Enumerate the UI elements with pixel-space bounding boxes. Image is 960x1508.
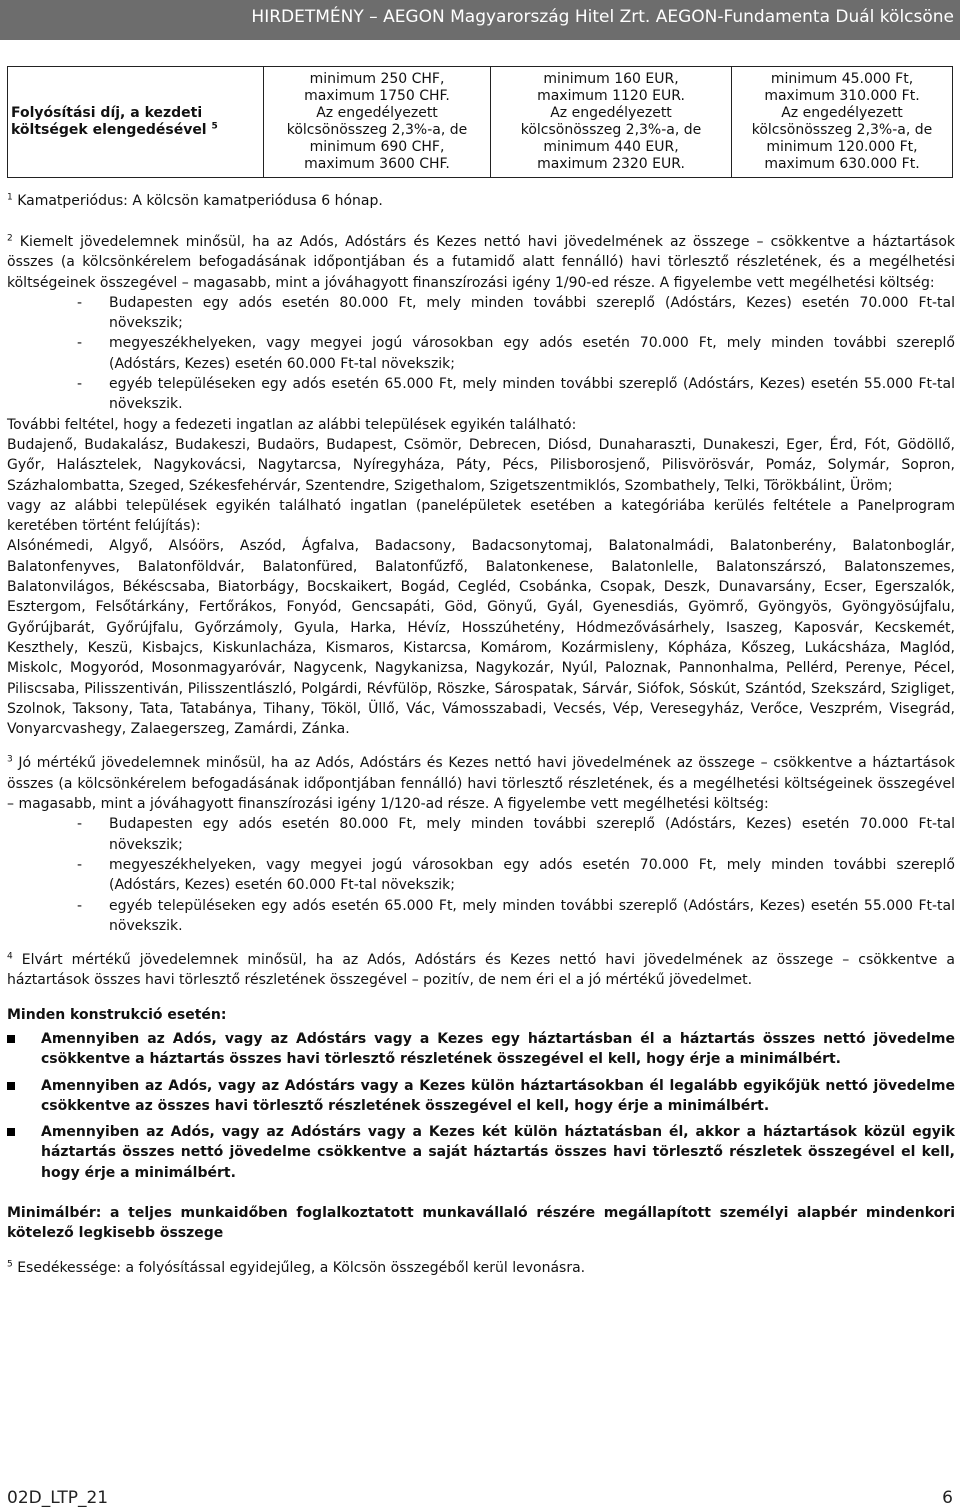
cell-line: Az engedélyezett	[316, 105, 438, 121]
cell-line: maximum 3600 CHF.	[304, 156, 450, 172]
page-number: 6	[942, 1488, 953, 1508]
list-item-text: Budapesten egy adós esetén 80.000 Ft, mely minden további szereplő (Adóstárs, Kezes) esetén 70.000 Ft-tal növekszik;	[109, 816, 955, 853]
cell-line: maximum 310.000 Ft.	[764, 88, 920, 104]
cell-line: maximum 1750 CHF.	[304, 88, 450, 104]
footnote-number: 4	[7, 951, 13, 962]
footnote-3-intro	[7, 753, 955, 814]
cell-line: kölcsönösszeg 2,3%-a, de	[520, 122, 702, 138]
cell-line: Az engedélyezett	[781, 105, 903, 121]
cell-line: minimum 160 EUR,	[543, 71, 679, 87]
cell-line: Az engedélyezett	[550, 105, 672, 121]
footnote-1	[7, 193, 383, 210]
footnote-text: Jó mértékű jövedelemnek minősül, ha az Adós, Adóstárs és Kezes nettó havi jövedelmének az összege – csökkentve a háztartások összes (a kölcsönkérelem befogadásának időpontjában fennálló) havi törlesztő részletének, és a megélhetési költségeinek összegével – magasabb, mint a jóváhagyott finanszírozási igény 1/120-ad része. A figyelembe vett megélhetési költség:	[7, 755, 956, 813]
header-title: HIRDETMÉNY – AEGON Magyarország Hitel Zrt. AEGON-Fundamenta Duál kölcsöne	[251, 7, 954, 27]
footnote-number: 3	[7, 754, 13, 765]
table-row	[8, 67, 953, 178]
minimum-wage-definition: Minimálbér: a teljes munkaidőben foglalkoztatott munkavállaló részére megállapított személyi alapbér mindenkori kötelező legkisebb összege	[7, 1205, 955, 1242]
list-item: - Budapesten egy adós esetén 80.000 Ft, mely minden további szereplő (Adóstárs, Kezes) esetén 70.000 Ft-tal növekszik;	[7, 814, 955, 855]
page-header	[0, 0, 960, 40]
fee-label-cell	[8, 67, 264, 178]
list-item	[7, 1122, 955, 1183]
cell-line: minimum 120.000 Ft,	[766, 139, 918, 155]
list-item	[7, 1029, 955, 1070]
cell-line: maximum 1120 EUR.	[537, 88, 685, 104]
town-list-2: Alsónémedi, Algyő, Alsóörs, Aszód, Ágfalva, Badacsony, Badacsonytomaj, Balatonalmádi, Balatonberény, Balatonboglár, Balatonfenyves, Balatonföldvár, Balatonfüred, Balatonfűzfő, Balatonkenese, Balatonlelle, Balatonszárszó, Balatonszemes, Balatonvilágos, Békéscsaba, Biatorbágy, Bocskaikert, Bogád, Cegléd, Csobánka, Csopak, Deszk, Dunavarsány, Ecser, Egerszalók, Esztergom, Felsőtárkány, Fertőrákos, Fonyód, Gencsapáti, Göd, Gönyű, Gyál, Gyenesdiás, Gyömrő, Gyöngyös, Gyöngyösújfalu, Győrújbarát, Győrújfalu, Győrzámoly, Gyula, Harka, Hévíz, Hosszúhetény, Hódmezővásárhely, Isaszeg, Kaposvár, Kecskemét, Keszthely, Keszü, Kisbajcs, Kiskunlacháza, Kismaros, Kistarcsa, Komárom, Kozármisleny, Kópháza, Kőszeg, Lukácsháza, Maglód, Miskolc, Mogyoród, Mosonmagyaróvár, Nagycenk, Nagykanizsa, Nagykozár, Nyúl, Paloznak, Pannonhalma, Pellérd, Perenye, Pécel, Piliscsaba, Pilisszentiván, Pilisszentlászló, Polgárdi, Révfülöp, Röszke, Sárospatak, Sárvár, Siófok, Sóskút, Szántód, Szekszárd, Szigliget, Szolnok, Taksony, Tata, Tatabánya, Tihany, Tököl, Üllő, Vác, Vámosszabadi, Vecsés, Vép, Veresegyház, Verőce, Veszprém, Visegrád, Vonyarcvashegy, Zalaegerszeg, Zamárdi, Zánka.	[7, 538, 955, 738]
cell-line: maximum 2320 EUR.	[537, 156, 685, 172]
footnote-text: Esedékessége: a folyósítással egyidejűleg, a Kölcsön összegéből kerül levonásra.	[17, 1259, 586, 1276]
cell-line: minimum 690 CHF,	[309, 139, 445, 155]
fee-label: Folyósítási díj, a kezdeti költségek elengedésével	[11, 105, 207, 138]
footnote-text: Kiemelt jövedelemnek minősül, ha az Adós, Adóstárs és Kezes nettó havi jövedelmének az összege – csökkentve a háztartások összes (a kölcsönkérelem befogadásának időpontjában és a futamidő alatt fennálló) havi törlesztő részletének, és a megélhetési költségeinek összegével – magasabb, mint a jóváhagyott finanszírozási igény 1/90-ed része. A figyelembe vett megélhetési költség:	[7, 234, 955, 291]
square-bullet-icon	[7, 1082, 15, 1090]
list-item-text: Amennyiben az Adós, vagy az Adóstárs vagy a Kezes egy háztartásban él a háztartás összes nettó jövedelme csökkentve a háztartás összes havi törlesztő részletének összegével el kell, hogy érje a minimálbért.	[41, 1030, 955, 1068]
cell-line: kölcsönösszeg 2,3%-a, de	[751, 122, 933, 138]
fee-table	[7, 66, 953, 178]
condition-2: vagy az alábbi települések egyikén található ingatlan (panelépületek esetében a kategóriába kerülés feltétele a Panelprogram keretében történt felújítás):	[7, 497, 955, 535]
list-item: - egyéb településeken egy adós esetén 65.000 Ft, mely minden további szereplő (Adóstárs, Kezes) esetén 55.000 Ft-tal növekszik.	[7, 896, 955, 937]
document-code: 02D_LTP_21	[7, 1488, 109, 1508]
footnote-number: 1	[7, 192, 13, 203]
footnote-number: 2	[7, 233, 13, 244]
footnote-4	[7, 950, 955, 991]
list-item-text: Amennyiben az Adós, vagy az Adóstárs vagy a Kezes két külön háztatásban él, akkor a háztartások közül egyik háztartás összes nettó jövedelme csökkentve a saját háztartás összes havi törlesztő részletek összegével el kell, hogy érje a minimálbért.	[41, 1124, 955, 1181]
list-item-text: egyéb településeken egy adós esetén 65.000 Ft, mely minden további szereplő (Adóstárs, Kezes) esetén 55.000 Ft-tal növekszik.	[109, 897, 955, 934]
fee-chf-cell	[264, 67, 491, 178]
footnote-number: 5	[7, 1259, 13, 1269]
list-item	[7, 1076, 955, 1117]
fee-label-footnote-ref: 5	[211, 121, 218, 132]
footnote-text: Elvárt mértékű jövedelemnek minősül, ha az Adós, Adóstárs és Kezes nettó havi jövedelmének az összege – csökkentve a háztartások összes havi törlesztő részletének összegével – pozitív, de nem éri el a jó mértékű jövedelmet.	[7, 952, 956, 989]
list-item-text: Budapesten egy adós esetén 80.000 Ft, mely minden további szereplő (Adóstárs, Kezes) esetén 70.000 Ft-tal növekszik;	[109, 294, 955, 332]
cell-line: maximum 630.000 Ft.	[764, 156, 920, 172]
square-bullet-icon	[7, 1035, 15, 1043]
square-bullet-icon	[7, 1128, 15, 1136]
condition-1: További feltétel, hogy a fedezeti ingatlan az alábbi települések egyikén található:	[7, 416, 577, 433]
town-list-1: Budajenő, Budakalász, Budakeszi, Budaörs, Budapest, Csömör, Debrecen, Diósd, Dunaharaszti, Dunakeszi, Eger, Érd, Fót, Gödöllő, Győr, Halásztelek, Nagykovácsi, Nagytarcsa, Nyíregyháza, Páty, Pécs, Pilisborosjenő, Pilisvörösvár, Pomáz, Solymár, Sopron, Százhalombatta, Szeged, Székesfehérvár, Szentendre, Szigethalom, Szigetszentmiklós, Szombathely, Telki, Törökbálint, Üröm;	[7, 436, 955, 494]
list-item-text: egyéb településeken egy adós esetén 65.000 Ft, mely minden további szereplő (Adóstárs, Kezes) esetén 55.000 Ft-tal növekszik.	[109, 376, 955, 413]
list-item-text: Amennyiben az Adós, vagy az Adóstárs vagy a Kezes külön háztartásokban él legalább egyikőjük nettó jövedelme csökkentve az összes havi törlesztő részletének összegével el kell, hogy érje a minimálbért.	[41, 1077, 955, 1114]
document-body	[7, 232, 955, 1278]
fee-huf-cell	[732, 67, 953, 178]
cell-line: kölcsönösszeg 2,3%-a, de	[286, 122, 468, 138]
cell-line: minimum 250 CHF,	[309, 71, 445, 87]
fee-eur-cell	[491, 67, 732, 178]
footnote-text: Kamatperiódus: A kölcsön kamatperiódusa 6 hónap.	[17, 193, 383, 209]
list-item: - megyeszékhelyeken, vagy megyei jogú városokban egy adós esetén 70.000 Ft, mely minden további szereplő (Adóstárs, Kezes) esetén 60.000 Ft-tal növekszik;	[7, 855, 955, 896]
footnote-5	[7, 1258, 955, 1278]
cell-line: minimum 440 EUR,	[543, 139, 679, 155]
list-item: - megyeszékhelyeken, vagy megyei jogú városokban egy adós esetén 70.000 Ft, mely minden további szereplő (Adóstárs, Kezes) esetén 60.000 Ft-tal növekszik;	[7, 333, 955, 374]
list-item: - Budapesten egy adós esetén 80.000 Ft, mely minden további szereplő (Adóstárs, Kezes) esetén 70.000 Ft-tal növekszik;	[7, 293, 955, 334]
footnote-2-intro	[7, 232, 955, 293]
section-heading: Minden konstrukció esetén:	[7, 1006, 227, 1023]
cell-line: minimum 45.000 Ft,	[770, 71, 914, 87]
list-item-text: megyeszékhelyeken, vagy megyei jogú városokban egy adós esetén 70.000 Ft, mely minden további szereplő (Adóstárs, Kezes) esetén 60.000 Ft-tal növekszik;	[109, 856, 955, 894]
list-item-text: megyeszékhelyeken, vagy megyei jogú városokban egy adós esetén 70.000 Ft, mely minden további szereplő (Adóstárs, Kezes) esetén 60.000 Ft-tal növekszik;	[109, 335, 955, 372]
list-item: - egyéb településeken egy adós esetén 65.000 Ft, mely minden további szereplő (Adóstárs, Kezes) esetén 55.000 Ft-tal növekszik.	[7, 374, 955, 415]
